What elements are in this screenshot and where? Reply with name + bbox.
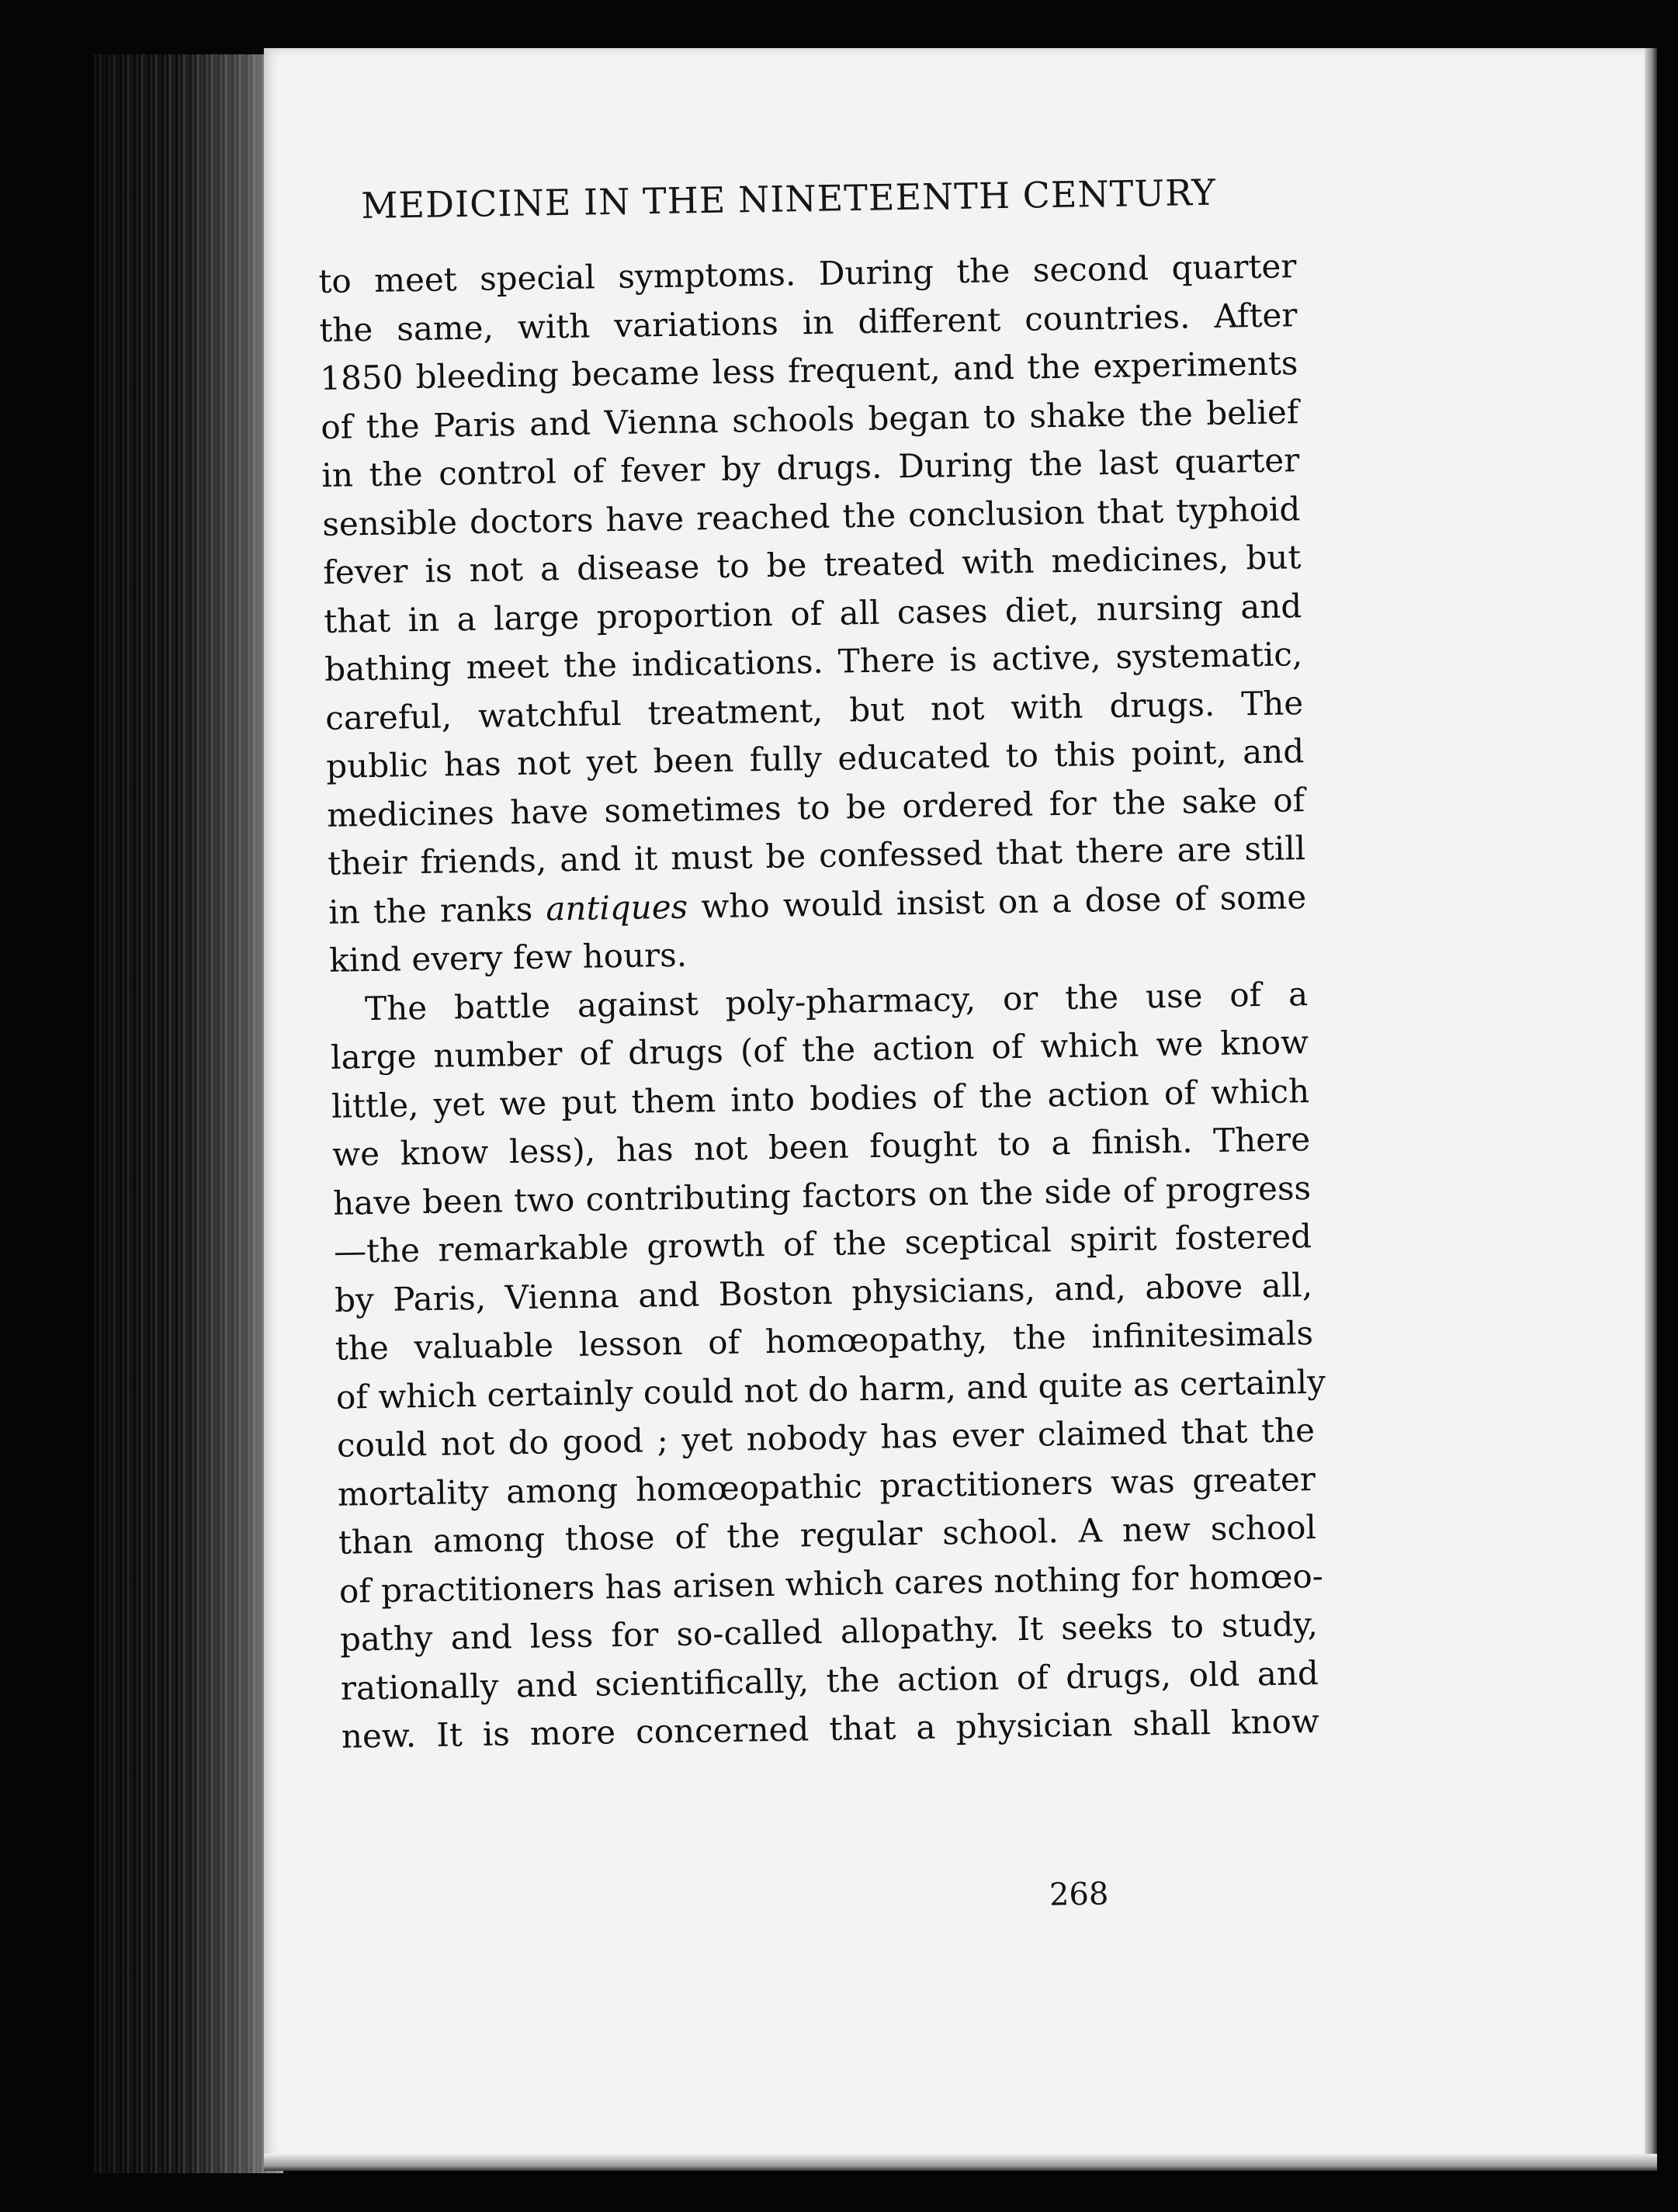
page-number: 268: [1049, 1876, 1109, 1913]
text-fragment: who would insist on a dose of some: [687, 877, 1307, 926]
text-line: medicines have sometimes to be ordered for the sake of: [326, 780, 1305, 834]
text-line: could not do good ; yet nobody has ever claimed that the: [336, 1411, 1316, 1465]
text-line: the same, with variations in different countries. After: [319, 295, 1298, 349]
text-line: of which certainly could not do harm, and quite as certainly: [335, 1362, 1326, 1416]
text-fragment: in the ranks: [328, 889, 546, 931]
italic-word: antiques: [546, 887, 688, 927]
text-line: mortality among homœopathic practitioners was greater: [337, 1459, 1316, 1513]
text-line: new. It is more concerned that a physician shall know: [341, 1701, 1320, 1756]
text-line: careful, watchful treatment, but not with drugs. The: [324, 683, 1304, 737]
text-line: sensible doctors have reached the conclusion that typhoid: [322, 489, 1301, 543]
text-line: of practitioners has arisen which cares nothing for homœo-: [338, 1556, 1324, 1610]
body-text: [318, 239, 1506, 1761]
running-head: MEDICINE IN THE NINETEENTH CENTURY: [361, 171, 1217, 227]
text-line: by Paris, Vienna and Boston physicians, and, above all,: [334, 1265, 1313, 1319]
text-line: little, yet we put them into bodies of the action of which: [331, 1071, 1310, 1125]
text-line: their friends, and it must be confessed that there are still: [327, 829, 1306, 882]
paragraph-first-line: The battle against poly-pharmacy, or the use of a: [364, 974, 1309, 1028]
text-line: have been two contributing factors on the side of progress: [332, 1168, 1312, 1222]
text-line: bathing meet the indications. There is active, systematic,: [324, 635, 1303, 688]
text-line: —the remarkable growth of the sceptical spirit fostered: [333, 1217, 1312, 1271]
text-line: large number of drugs (of the action of which we know: [330, 1023, 1309, 1077]
page-bottom-edge: [264, 2154, 1657, 2171]
text-line: of the Paris and Vienna schools began to shake the belief: [321, 392, 1299, 446]
text-line: public has not yet been fully educated to this point, and: [325, 732, 1305, 785]
binding-shadow: [93, 54, 283, 2173]
text-line: the valuable lesson of homœopathy, the infinitesimals: [335, 1314, 1314, 1368]
text-line: to meet special symptoms. During the second quarter: [318, 247, 1297, 300]
text-line: pathy and less for so-called allopathy. It seeks to study,: [339, 1604, 1319, 1659]
paragraph-end-line: kind every few hours.: [328, 935, 688, 979]
text-line: that in a large proportion of all cases diet, nursing and: [323, 586, 1302, 640]
text-line: fever is not a disease to be treated with medicines, but: [322, 538, 1302, 591]
text-line: 1850 bleeding became less frequent, and the experiments: [320, 344, 1298, 397]
text-line: rationally and scientifically, the action of drugs, old and: [340, 1653, 1319, 1708]
text-line: we know less), has not been fought to a finish. There: [331, 1120, 1311, 1174]
text-line: than among those of the regular school. A new school: [338, 1508, 1317, 1562]
page-right-edge: [1645, 48, 1657, 2171]
text-line: in the control of fever by drugs. During the last quarter: [321, 441, 1300, 494]
